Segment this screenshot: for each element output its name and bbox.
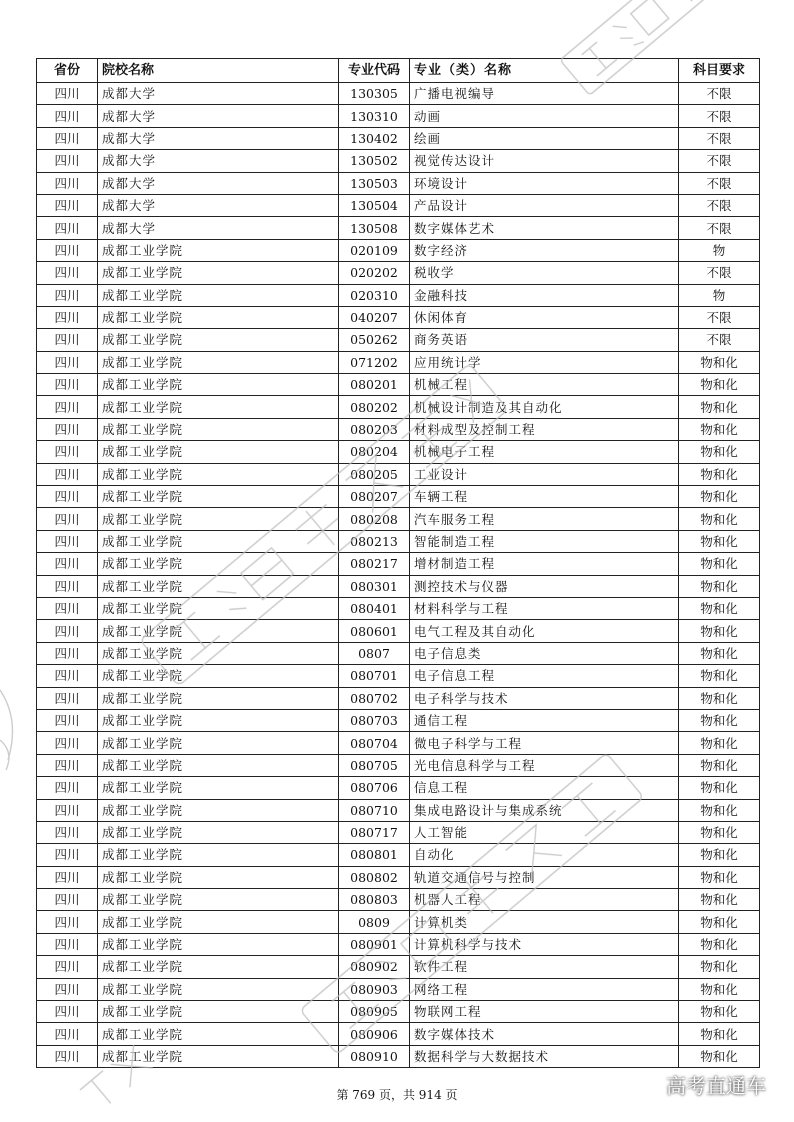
table-row (37, 441, 760, 463)
cell-school: 成都工业学院 (98, 754, 339, 776)
cell-school: 成都工业学院 (98, 821, 339, 843)
cell-subject: 物和化 (679, 1023, 760, 1045)
cell-school: 成都工业学院 (98, 1045, 339, 1067)
cell-school: 成都工业学院 (98, 844, 339, 866)
cell-school: 成都工业学院 (98, 351, 339, 373)
cell-subject: 物和化 (679, 978, 760, 1000)
cell-subject: 物和化 (679, 642, 760, 664)
cell-subject: 不限 (679, 172, 760, 194)
cell-code: 080704 (339, 732, 410, 754)
cell-subject: 物和化 (679, 374, 760, 396)
cell-province: 四川 (37, 911, 98, 933)
cell-province: 四川 (37, 441, 98, 463)
cell-province: 四川 (37, 665, 98, 687)
cell-code: 130508 (339, 217, 410, 239)
cell-major: 信息工程 (410, 777, 679, 799)
table-row (37, 306, 760, 328)
cell-province: 四川 (37, 239, 98, 261)
cell-province: 四川 (37, 575, 98, 597)
cell-province: 四川 (37, 396, 98, 418)
cell-code: 050262 (339, 329, 410, 351)
cell-school: 成都工业学院 (98, 777, 339, 799)
cell-school: 成都工业学院 (98, 553, 339, 575)
cell-province: 四川 (37, 418, 98, 440)
cell-subject: 物和化 (679, 844, 760, 866)
cell-major: 自动化 (410, 844, 679, 866)
cell-subject: 物和化 (679, 754, 760, 776)
cell-code: 040207 (339, 306, 410, 328)
table-row (37, 709, 760, 731)
cell-code: 080703 (339, 709, 410, 731)
table-row (37, 889, 760, 911)
cell-province: 四川 (37, 150, 98, 172)
cell-school: 成都工业学院 (98, 508, 339, 530)
cell-code: 080706 (339, 777, 410, 799)
cell-subject: 不限 (679, 306, 760, 328)
cell-subject: 物和化 (679, 441, 760, 463)
cell-code: 080207 (339, 486, 410, 508)
cell-school: 成都工业学院 (98, 284, 339, 306)
cell-code: 071202 (339, 351, 410, 373)
cell-province: 四川 (37, 127, 98, 149)
cell-subject: 物和化 (679, 597, 760, 619)
table-row (37, 1001, 760, 1023)
table-row (37, 956, 760, 978)
cell-school: 成都工业学院 (98, 866, 339, 888)
cell-code: 0809 (339, 911, 410, 933)
table-row (37, 83, 760, 105)
cell-school: 成都工业学院 (98, 620, 339, 642)
cell-province: 四川 (37, 956, 98, 978)
cell-province: 四川 (37, 1045, 98, 1067)
cell-province: 四川 (37, 284, 98, 306)
cell-major: 电子科学与技术 (410, 687, 679, 709)
cell-school: 成都工业学院 (98, 396, 339, 418)
header-major: 专业（类）名称 (410, 59, 679, 83)
table-row (37, 284, 760, 306)
cell-code: 080802 (339, 866, 410, 888)
table-row (37, 665, 760, 687)
cell-major: 机械工程 (410, 374, 679, 396)
cell-code: 080705 (339, 754, 410, 776)
cell-code: 080601 (339, 620, 410, 642)
cell-subject: 物和化 (679, 777, 760, 799)
cell-major: 计算机科学与技术 (410, 933, 679, 955)
header-code: 专业代码 (339, 59, 410, 83)
cell-subject: 物和化 (679, 821, 760, 843)
table-row (37, 911, 760, 933)
cell-code: 020202 (339, 262, 410, 284)
cell-province: 四川 (37, 777, 98, 799)
table-row (37, 978, 760, 1000)
cell-province: 四川 (37, 597, 98, 619)
cell-school: 成都大学 (98, 83, 339, 105)
cell-code: 080901 (339, 933, 410, 955)
cell-major: 广播电视编导 (410, 83, 679, 105)
table-row (37, 239, 760, 261)
cell-code: 020310 (339, 284, 410, 306)
cell-province: 四川 (37, 530, 98, 552)
table-row (37, 329, 760, 351)
cell-school: 成都工业学院 (98, 374, 339, 396)
cell-major: 数字经济 (410, 239, 679, 261)
cell-school: 成都大学 (98, 127, 339, 149)
cell-subject: 不限 (679, 217, 760, 239)
cell-code: 130305 (339, 83, 410, 105)
header-subject: 科目要求 (679, 59, 760, 83)
table-row (37, 866, 760, 888)
table-row (37, 262, 760, 284)
table-row (37, 351, 760, 373)
cell-subject: 物和化 (679, 463, 760, 485)
cell-major: 税收学 (410, 262, 679, 284)
cell-major: 人工智能 (410, 821, 679, 843)
cell-major: 商务英语 (410, 329, 679, 351)
cell-major: 机械电子工程 (410, 441, 679, 463)
cell-school: 成都工业学院 (98, 665, 339, 687)
cell-code: 080702 (339, 687, 410, 709)
cell-major: 智能制造工程 (410, 530, 679, 552)
cell-code: 080717 (339, 821, 410, 843)
cell-school: 成都工业学院 (98, 911, 339, 933)
cell-code: 130504 (339, 194, 410, 216)
cell-province: 四川 (37, 194, 98, 216)
cell-major: 测控技术与仪器 (410, 575, 679, 597)
table-row (37, 642, 760, 664)
cell-major: 应用统计学 (410, 351, 679, 373)
table-row (37, 687, 760, 709)
table-row (37, 620, 760, 642)
cell-major: 微电子科学与工程 (410, 732, 679, 754)
cell-province: 四川 (37, 262, 98, 284)
cell-subject: 物和化 (679, 866, 760, 888)
cell-school: 成都工业学院 (98, 530, 339, 552)
cell-code: 130502 (339, 150, 410, 172)
cell-code: 080217 (339, 553, 410, 575)
cell-school: 成都工业学院 (98, 239, 339, 261)
table-row (37, 217, 760, 239)
cell-province: 四川 (37, 844, 98, 866)
cell-province: 四川 (37, 508, 98, 530)
cell-major: 增材制造工程 (410, 553, 679, 575)
cell-major: 绘画 (410, 127, 679, 149)
major-requirements-table (36, 58, 760, 1068)
cell-subject: 物和化 (679, 620, 760, 642)
cell-province: 四川 (37, 978, 98, 1000)
table-row (37, 732, 760, 754)
cell-major: 电子信息类 (410, 642, 679, 664)
table-row (37, 508, 760, 530)
cell-subject: 不限 (679, 83, 760, 105)
cell-code: 080710 (339, 799, 410, 821)
table-row (37, 105, 760, 127)
cell-major: 光电信息科学与工程 (410, 754, 679, 776)
cell-major: 视觉传达设计 (410, 150, 679, 172)
cell-code: 0807 (339, 642, 410, 664)
cell-province: 四川 (37, 732, 98, 754)
cell-school: 成都工业学院 (98, 597, 339, 619)
cell-school: 成都工业学院 (98, 956, 339, 978)
table-row (37, 844, 760, 866)
table-row (37, 127, 760, 149)
cell-major: 汽车服务工程 (410, 508, 679, 530)
cell-code: 130310 (339, 105, 410, 127)
cell-major: 数据科学与大数据技术 (410, 1045, 679, 1067)
cell-subject: 不限 (679, 262, 760, 284)
cell-subject: 物 (679, 239, 760, 261)
cell-major: 材料成型及控制工程 (410, 418, 679, 440)
table-row (37, 1023, 760, 1045)
table-row (37, 418, 760, 440)
cell-subject: 物和化 (679, 486, 760, 508)
cell-code: 080910 (339, 1045, 410, 1067)
cell-subject: 物和化 (679, 709, 760, 731)
cell-code: 080903 (339, 978, 410, 1000)
cell-subject: 物和化 (679, 530, 760, 552)
cell-code: 130503 (339, 172, 410, 194)
cell-province: 四川 (37, 642, 98, 664)
cell-province: 四川 (37, 329, 98, 351)
cell-province: 四川 (37, 105, 98, 127)
cell-school: 成都工业学院 (98, 306, 339, 328)
cell-subject: 不限 (679, 150, 760, 172)
cell-province: 四川 (37, 1023, 98, 1045)
cell-major: 金融科技 (410, 284, 679, 306)
cell-province: 四川 (37, 709, 98, 731)
cell-major: 物联网工程 (410, 1001, 679, 1023)
cell-code: 080801 (339, 844, 410, 866)
cell-province: 四川 (37, 799, 98, 821)
cell-subject: 物 (679, 284, 760, 306)
cell-province: 四川 (37, 486, 98, 508)
cell-subject: 物和化 (679, 575, 760, 597)
cell-major: 环境设计 (410, 172, 679, 194)
cell-province: 四川 (37, 463, 98, 485)
cell-code: 080902 (339, 956, 410, 978)
cell-school: 成都工业学院 (98, 978, 339, 1000)
header-school: 院校名称 (98, 59, 339, 83)
cell-subject: 物和化 (679, 687, 760, 709)
cell-major: 数字媒体技术 (410, 1023, 679, 1045)
cell-school: 成都工业学院 (98, 709, 339, 731)
cell-province: 四川 (37, 553, 98, 575)
cell-school: 成都工业学院 (98, 687, 339, 709)
cell-school: 成都工业学院 (98, 329, 339, 351)
table-row (37, 553, 760, 575)
cell-subject: 不限 (679, 194, 760, 216)
cell-code: 080208 (339, 508, 410, 530)
table-row (37, 575, 760, 597)
cell-major: 机器人工程 (410, 889, 679, 911)
cell-major: 材料科学与工程 (410, 597, 679, 619)
cell-subject: 不限 (679, 329, 760, 351)
table-row (37, 530, 760, 552)
cell-major: 休闲体育 (410, 306, 679, 328)
table-body (37, 83, 760, 1068)
cell-school: 成都大学 (98, 217, 339, 239)
cell-code: 080905 (339, 1001, 410, 1023)
cell-major: 通信工程 (410, 709, 679, 731)
cell-subject: 物和化 (679, 956, 760, 978)
cell-major: 机械设计制造及其自动化 (410, 396, 679, 418)
page-number: 第 769 页，共 914 页 (336, 1088, 458, 1102)
cell-major: 动画 (410, 105, 679, 127)
cell-code: 080401 (339, 597, 410, 619)
cell-code: 080201 (339, 374, 410, 396)
cell-subject: 物和化 (679, 553, 760, 575)
cell-subject: 物和化 (679, 396, 760, 418)
cell-subject: 物和化 (679, 889, 760, 911)
cell-code: 080203 (339, 418, 410, 440)
cell-code: 080202 (339, 396, 410, 418)
cell-province: 四川 (37, 754, 98, 776)
cell-province: 四川 (37, 306, 98, 328)
cell-subject: 不限 (679, 105, 760, 127)
cell-province: 四川 (37, 687, 98, 709)
cell-province: 四川 (37, 83, 98, 105)
cell-major: 轨道交通信号与控制 (410, 866, 679, 888)
cell-major: 软件工程 (410, 956, 679, 978)
cell-code: 080906 (339, 1023, 410, 1045)
cell-province: 四川 (37, 172, 98, 194)
cell-subject: 物和化 (679, 732, 760, 754)
table-row (37, 754, 760, 776)
table-row (37, 799, 760, 821)
cell-major: 集成电路设计与集成系统 (410, 799, 679, 821)
cell-code: 080213 (339, 530, 410, 552)
cell-school: 成都工业学院 (98, 463, 339, 485)
cell-major: 工业设计 (410, 463, 679, 485)
cell-province: 四川 (37, 620, 98, 642)
cell-subject: 物和化 (679, 1045, 760, 1067)
cell-subject: 物和化 (679, 911, 760, 933)
table-row (37, 821, 760, 843)
table-row (37, 486, 760, 508)
table-row (37, 463, 760, 485)
table-row (37, 194, 760, 216)
cell-code: 080204 (339, 441, 410, 463)
cell-school: 成都工业学院 (98, 799, 339, 821)
cell-school: 成都工业学院 (98, 1001, 339, 1023)
cell-province: 四川 (37, 217, 98, 239)
cell-subject: 物和化 (679, 1001, 760, 1023)
cell-code: 080803 (339, 889, 410, 911)
table-header-row (37, 59, 760, 83)
cell-school: 成都大学 (98, 150, 339, 172)
cell-major: 计算机类 (410, 911, 679, 933)
cell-subject: 物和化 (679, 418, 760, 440)
cell-subject: 物和化 (679, 665, 760, 687)
cell-code: 080205 (339, 463, 410, 485)
table-row (37, 933, 760, 955)
cell-school: 成都工业学院 (98, 732, 339, 754)
cell-school: 成都大学 (98, 172, 339, 194)
cell-province: 四川 (37, 374, 98, 396)
table-row (37, 374, 760, 396)
cell-code: 020109 (339, 239, 410, 261)
cell-school: 成都工业学院 (98, 441, 339, 463)
cell-school: 成都工业学院 (98, 1023, 339, 1045)
cell-school: 成都工业学院 (98, 262, 339, 284)
cell-school: 成都工业学院 (98, 418, 339, 440)
cell-school: 成都大学 (98, 105, 339, 127)
table-row (37, 150, 760, 172)
cell-province: 四川 (37, 821, 98, 843)
table-row (37, 172, 760, 194)
cell-province: 四川 (37, 866, 98, 888)
brand-watermark: 高考直通车 (666, 1074, 766, 1098)
cell-major: 数字媒体艺术 (410, 217, 679, 239)
cell-subject: 物和化 (679, 508, 760, 530)
cell-subject: 物和化 (679, 351, 760, 373)
cell-subject: 不限 (679, 127, 760, 149)
cell-major: 电气工程及其自动化 (410, 620, 679, 642)
cell-subject: 物和化 (679, 933, 760, 955)
cell-school: 成都工业学院 (98, 889, 339, 911)
cell-school: 成都工业学院 (98, 933, 339, 955)
cell-major: 车辆工程 (410, 486, 679, 508)
cell-province: 四川 (37, 889, 98, 911)
cell-school: 成都工业学院 (98, 642, 339, 664)
cell-province: 四川 (37, 933, 98, 955)
header-province: 省份 (37, 59, 98, 83)
table-row (37, 1045, 760, 1067)
cell-major: 电子信息工程 (410, 665, 679, 687)
table-row (37, 777, 760, 799)
cell-school: 成都工业学院 (98, 486, 339, 508)
cell-code: 130402 (339, 127, 410, 149)
cell-province: 四川 (37, 1001, 98, 1023)
cell-major: 产品设计 (410, 194, 679, 216)
cell-school: 成都工业学院 (98, 575, 339, 597)
cell-province: 四川 (37, 351, 98, 373)
cell-code: 080301 (339, 575, 410, 597)
cell-code: 080701 (339, 665, 410, 687)
table-row (37, 597, 760, 619)
cell-major: 网络工程 (410, 978, 679, 1000)
cell-school: 成都大学 (98, 194, 339, 216)
cell-subject: 物和化 (679, 799, 760, 821)
table-row (37, 396, 760, 418)
